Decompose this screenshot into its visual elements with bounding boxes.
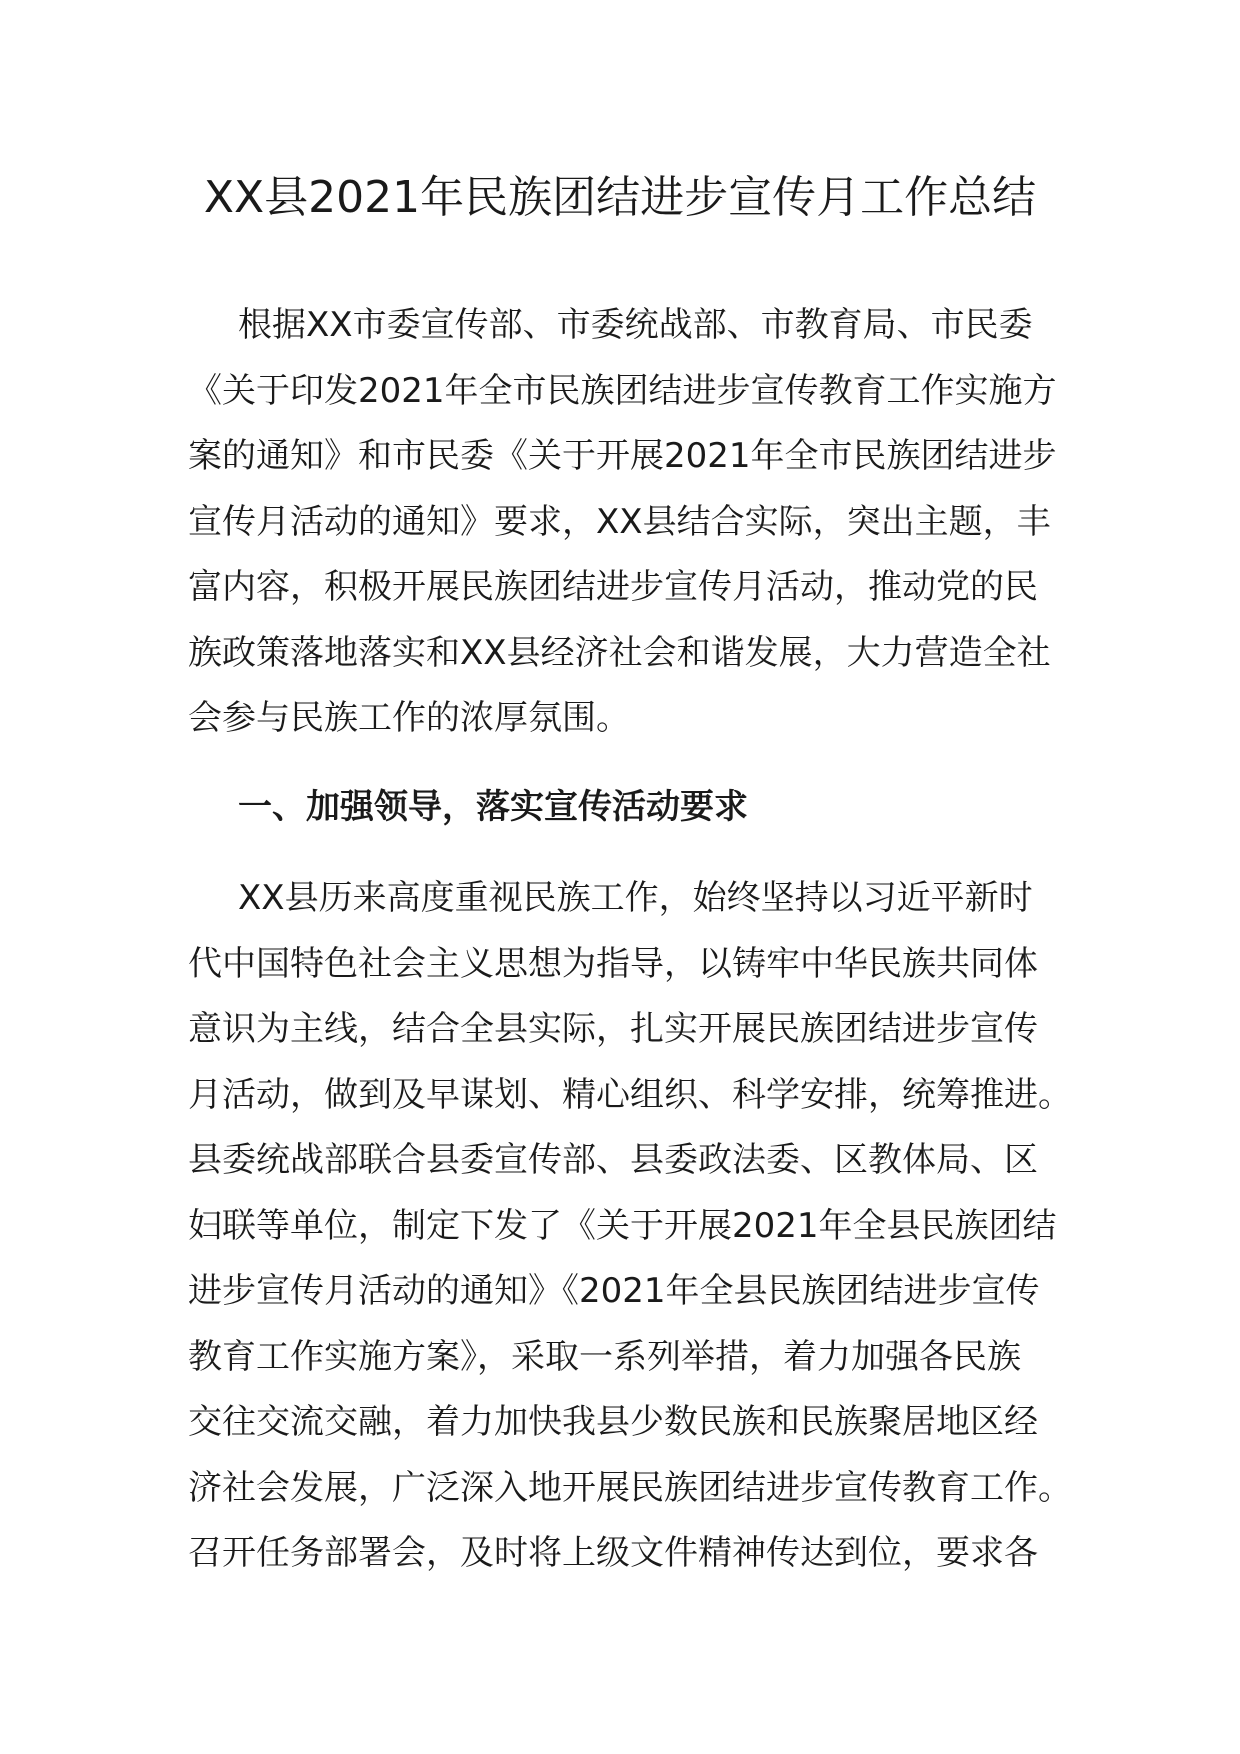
- paragraph-line: XX县历来高度重视民族工作，始终坚持以习近平新时: [238, 878, 1033, 918]
- paragraph-line: 交往交流交融，着力加快我县少数民族和民族聚居地区经: [188, 1402, 1038, 1442]
- paragraph-line: 富内容，积极开展民族团结进步宣传月活动，推动党的民: [188, 567, 1038, 607]
- intro-paragraph: [188, 293, 1060, 752]
- paragraph-line: 进步宣传月活动的通知》《2021年全县民族团结进步宣传: [188, 1271, 1040, 1311]
- paragraph-line: 妇联等单位，制定下发了《关于开展2021年全县民族团结: [188, 1205, 1057, 1246]
- paragraph-line: 召开任务部署会，及时将上级文件精神传达到位，要求各: [188, 1533, 1038, 1573]
- paragraph-line: 宣传月活动的通知》要求，XX县结合实际，突出主题，丰: [188, 501, 1051, 542]
- paragraph-line: 《关于印发2021年全市民族团结进步宣传教育工作实施方: [188, 370, 1057, 411]
- paragraph-line: 案的通知》和市民委《关于开展2021年全市民族团结进步: [188, 436, 1057, 476]
- document-title: XX县2021年民族团结进步宣传月工作总结: [203, 172, 1037, 223]
- paragraph-line: 族政策落地落实和XX县经济社会和谐发展，大力营造全社: [188, 632, 1051, 673]
- section-heading: 一、加强领导，落实宣传活动要求: [238, 787, 748, 827]
- paragraph-line: 县委统战部联合县委宣传部、县委政法委、区教体局、区: [188, 1140, 1038, 1180]
- paragraph-line: 代中国特色社会主义思想为指导，以铸牢中华民族共同体: [188, 943, 1038, 984]
- section1-paragraph: [188, 866, 1072, 1587]
- paragraph-line: 会参与民族工作的浓厚氛围。: [188, 698, 630, 738]
- paragraph-line: 意识为主线，结合全县实际，扎实开展民族团结进步宣传: [188, 1009, 1038, 1049]
- paragraph-line: 教育工作实施方案》，采取一系列举措，着力加强各民族: [188, 1336, 1021, 1377]
- paragraph-line: 根据XX市委宣传部、市委统战部、市教育局、市民委: [238, 305, 1033, 345]
- paragraph-line: 月活动，做到及早谋划、精心组织、科学安排，统筹推进。: [188, 1074, 1072, 1115]
- paragraph-line: 济社会发展，广泛深入地开展民族团结进步宣传教育工作。: [188, 1467, 1072, 1508]
